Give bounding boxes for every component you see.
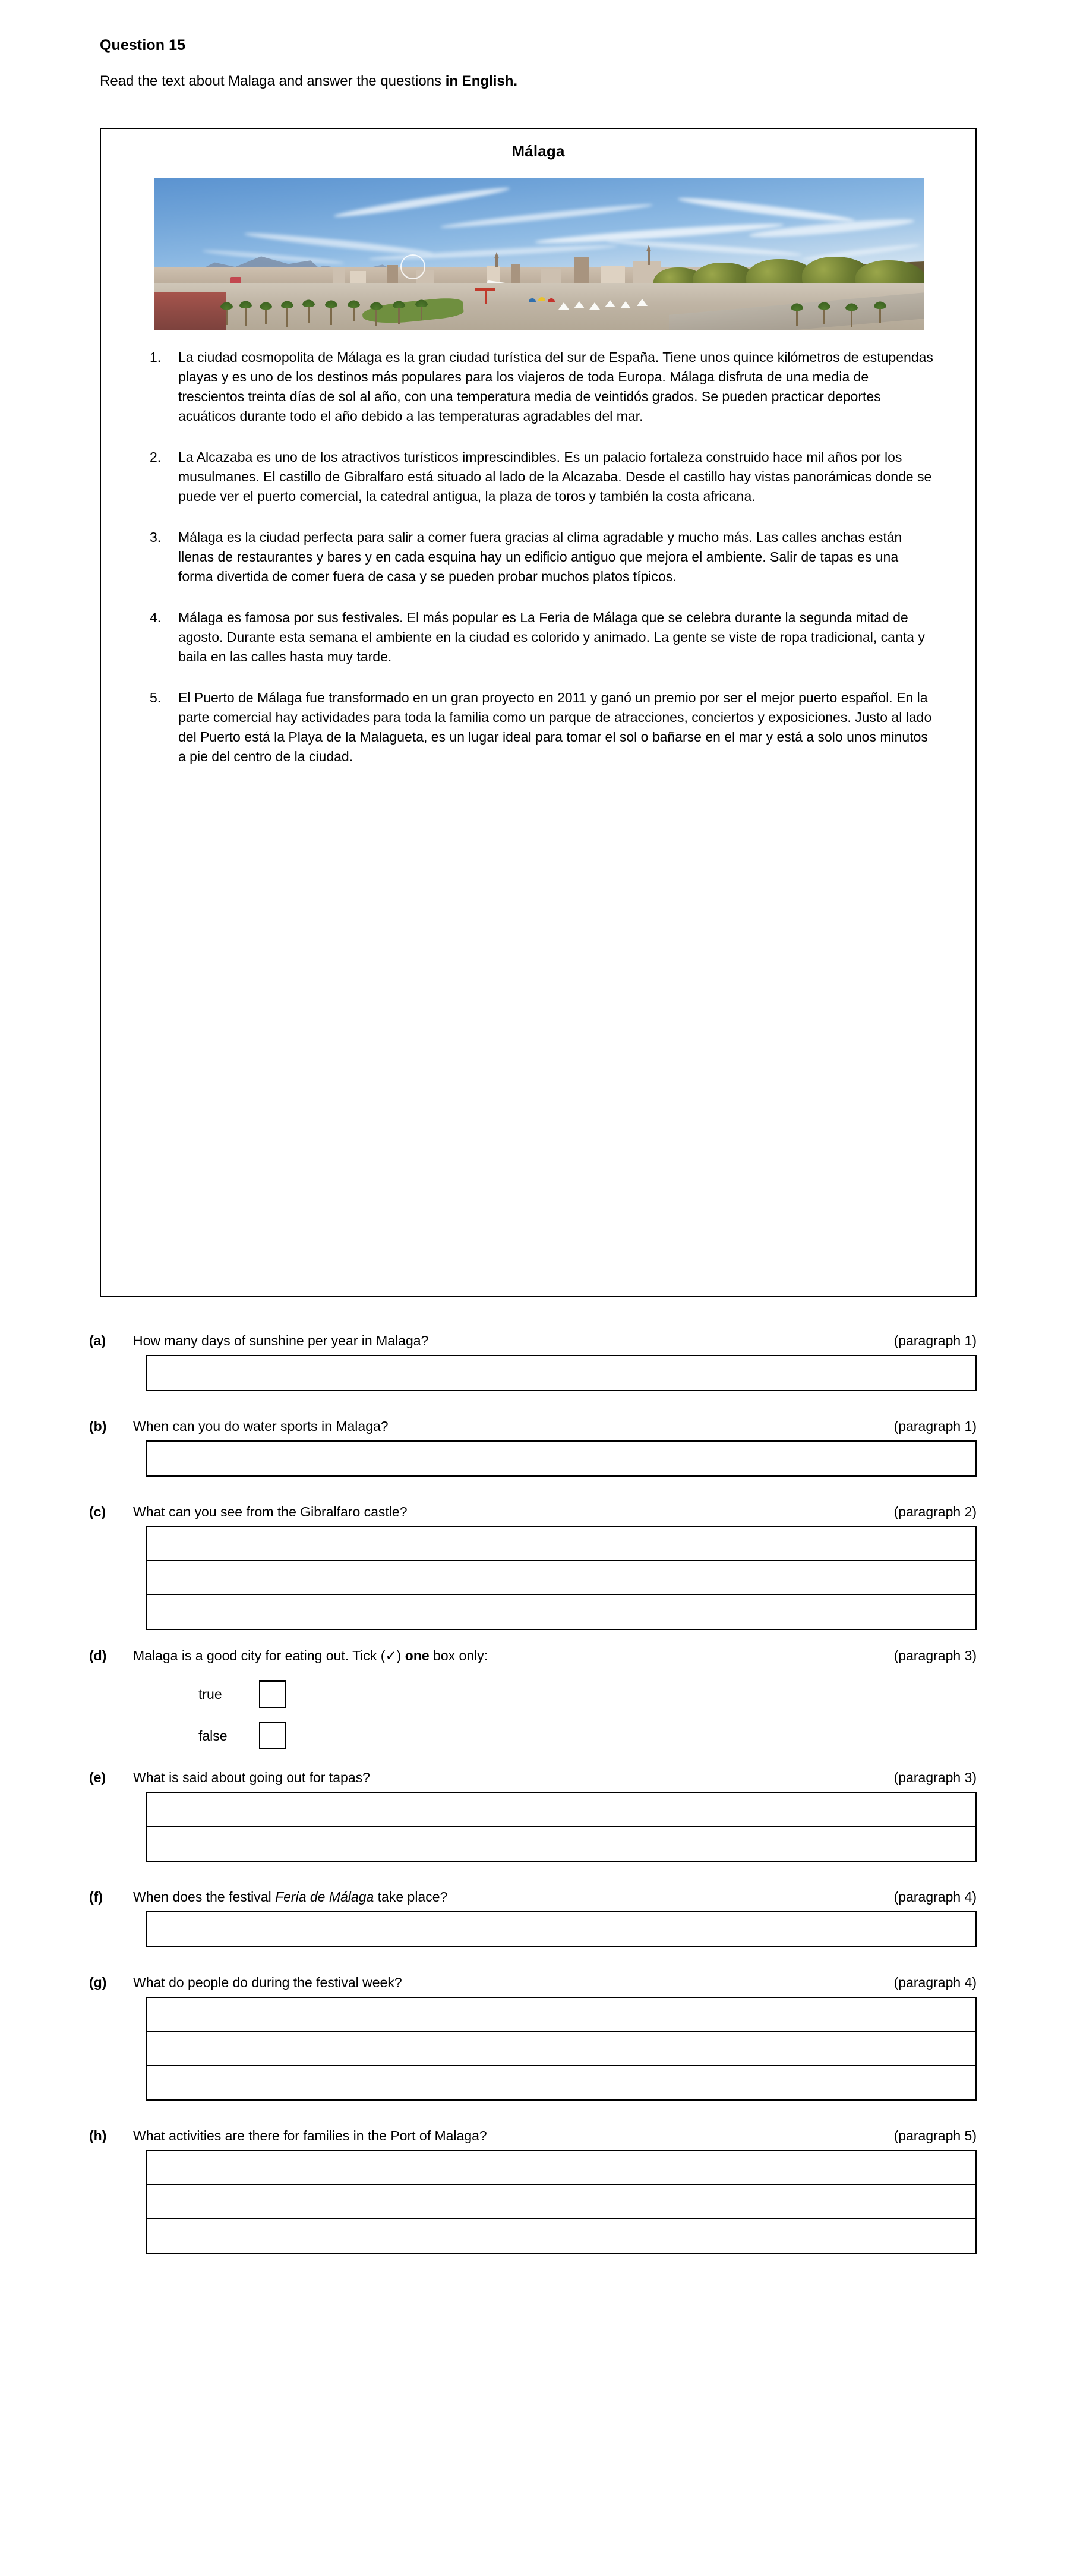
market-tent [605,300,615,307]
question-h [0,2128,1080,2144]
answer-box-h[interactable] [146,2150,977,2254]
page-title: Question 15 [100,37,186,53]
paragraph-text: La ciudad cosmopolita de Málaga es la gran ciudad turística del sur de España. Tiene unos quince kilómetros de estupendas playas y es uno de los destinos más populares para los viajeros de toda Europa. Málaga disfruta de una media de trescientos treinta días de sol al año, con una temperatura media de veintidós grados. Se pueden practicar deportes acuáticos durante todo el año debido a las temperaturas agradables del mar. [178,349,933,424]
palm-tree [330,305,332,325]
palm-tree [226,307,228,325]
question-text-mid: ) [396,1648,405,1663]
paragraph-number: 3. [150,529,162,545]
question-text: How many days of sunshine per year in Malaga? [133,1333,429,1348]
answer-line[interactable] [147,1998,975,2032]
checkbox-true[interactable] [259,1680,286,1708]
palm-tree [286,306,288,327]
palm-tree [823,307,825,324]
palm-tree [421,305,422,320]
palm-tree [398,306,400,324]
tick-option-label: false [198,1727,228,1743]
tick-option-true[interactable] [146,1673,1080,1715]
answer-line[interactable] [147,2066,975,2099]
answer-line[interactable] [147,1793,975,1827]
question-label: (h) [89,2128,107,2143]
question-label: (a) [89,1333,106,1348]
answer-line[interactable] [147,1356,975,1390]
paragraph-text: El Puerto de Málaga fue transformado en un gran proyecto en 2011 y ganó un premio por ser el mejor puerto español. En la parte comercial hay actividades para toda la familia como un parque de atracciones, conciertos y exposiciones. Justo al lado del Puerto está la Playa de la Malagueta, es un lugar ideal para tomar el sol o bañarse en el mar y está a solo unos minutos a pie del centro de la ciudad. [178,690,932,764]
palm-tree [265,307,267,324]
palm-tree [245,306,247,326]
parasol [548,298,555,302]
question-b [0,1418,1080,1434]
question-text-prefix: Malaga is a good city for eating out. Tick ( [133,1648,386,1663]
market-tent [558,302,569,310]
question-text [133,1889,894,1905]
questions-section [0,1333,1080,2254]
passage-paragraph [150,528,934,587]
question-text [133,1648,894,1664]
parasol [529,298,536,302]
tick-option-label: true [198,1686,222,1702]
market-tent [637,299,648,306]
passage-paragraph [150,447,934,506]
answer-box-a[interactable] [146,1355,977,1391]
paragraph-reference: (paragraph 1) [893,1333,977,1348]
photo-canvas [154,178,924,330]
question-text: What is said about going out for tapas? [133,1770,370,1785]
answer-line[interactable] [147,2032,975,2066]
question-label: (g) [89,1975,107,1990]
spire [495,258,498,267]
passage-paragraph [150,348,934,426]
passage-paragraph [150,608,934,667]
answer-line[interactable] [147,2185,975,2219]
answer-box-e[interactable] [146,1792,977,1862]
cathedral-spire [648,251,650,265]
question-text: What activities are there for families in the Port of Malaga? [133,2128,487,2143]
parasol [538,297,545,301]
tick-options [146,1673,1080,1757]
palm-tree [353,305,355,321]
answer-box-f[interactable] [146,1911,977,1947]
answer-line[interactable] [147,1442,975,1475]
paragraph-number: 4. [150,610,162,625]
paragraph-number: 1. [150,349,162,365]
question-text-emphasis: one [405,1648,430,1663]
question-label: (e) [89,1770,106,1785]
answer-line[interactable] [147,2219,975,2253]
red-rooftop-building [154,292,226,330]
paragraph-text: Málaga es famosa por sus festivales. El más popular es La Feria de Málaga que se celebra durante la segunda mitad de agosto. Durante esta semana el ambiente en la ciudad es colorido y animado. La gente se viste de ropa tradicional, canta y baila en las calles hasta muy tarde. [178,610,925,664]
market-tent [574,301,585,308]
passage-title: Málaga [511,142,565,160]
paragraph-number: 5. [150,690,162,705]
paragraph-reference: (paragraph 3) [893,1770,977,1785]
question-c [0,1504,1080,1520]
palm-tree [308,305,310,323]
fairground-ride [475,288,495,291]
question-g [0,1975,1080,1991]
question-text-prefix: When does the festival [133,1889,276,1905]
answer-box-b[interactable] [146,1440,977,1477]
answer-line[interactable] [147,1827,975,1861]
festival-name: Feria de Málaga [275,1889,374,1905]
paragraph-reference: (paragraph 1) [893,1418,977,1434]
answer-box-g[interactable] [146,1997,977,2101]
question-e [0,1770,1080,1786]
answer-line[interactable] [147,2151,975,2185]
market-tent [589,302,600,310]
palm-tree [375,307,377,326]
question-text: What can you see from the Gibralfaro castle? [133,1504,408,1519]
question-label: (c) [89,1504,106,1519]
paragraph-reference: (paragraph 3) [893,1648,977,1663]
answer-line[interactable] [147,1527,975,1561]
answer-line[interactable] [147,1561,975,1595]
answer-line[interactable] [147,1912,975,1946]
checkbox-false[interactable] [259,1722,286,1749]
passage-paragraph-list [150,348,934,788]
paragraph-text: La Alcazaba es uno de los atractivos turísticos imprescindibles. Es un palacio fortaleza construido hace mil años por los musulmanes. El castillo de Gibralfaro está situado al lado de la Alcazaba. Desde el castillo hay vistas panorámicas donde se puede ver el puerto comercial, la catedral antigua, la plaza de toros y también la costa africana. [178,449,932,504]
tick-option-false[interactable] [146,1715,1080,1757]
question-a [0,1333,1080,1349]
answer-line[interactable] [147,1595,975,1629]
reading-passage-box [100,128,977,1297]
question-text: When can you do water sports in Malaga? [133,1418,389,1434]
answer-box-c[interactable] [146,1526,977,1630]
instruction-emphasis: in English. [445,73,518,89]
palm-tree [851,308,852,327]
paragraph-reference: (paragraph 2) [893,1504,977,1519]
palm-tree [879,307,881,323]
tick-symbol-icon: ✓ [385,1648,397,1663]
market-tent [620,301,631,308]
malaga-port-photo [154,178,924,330]
paragraph-number: 2. [150,449,162,465]
palm-tree [796,308,798,326]
question-text: What do people do during the festival week? [133,1975,402,1990]
question-label: (d) [89,1648,107,1663]
instruction-line [100,73,517,90]
question-label: (f) [89,1889,103,1905]
paragraph-reference: (paragraph 4) [893,1889,977,1905]
instruction-text: Read the text about Malaga and answer the questions [100,73,446,89]
paragraph-reference: (paragraph 5) [893,2128,977,2143]
paragraph-reference: (paragraph 4) [893,1975,977,1990]
paragraph-text: Málaga es la ciudad perfecta para salir a comer fuera gracias al clima agradable y mucho más. Las calles anchas están llenas de restaurantes y bares y en cada esquina hay un edificio antiguo que mejora el ambiente. Salir de tapas es una forma divertida de comer fuera de casa y se pueden probar muchos platos típicos. [178,529,902,584]
question-text-suffix: take place? [374,1889,448,1905]
question-label: (b) [89,1418,107,1434]
question-text-suffix: box only: [429,1648,488,1663]
question-f [0,1889,1080,1905]
question-d [0,1648,1080,1664]
ferris-wheel-icon [400,254,425,279]
passage-paragraph [150,688,934,767]
